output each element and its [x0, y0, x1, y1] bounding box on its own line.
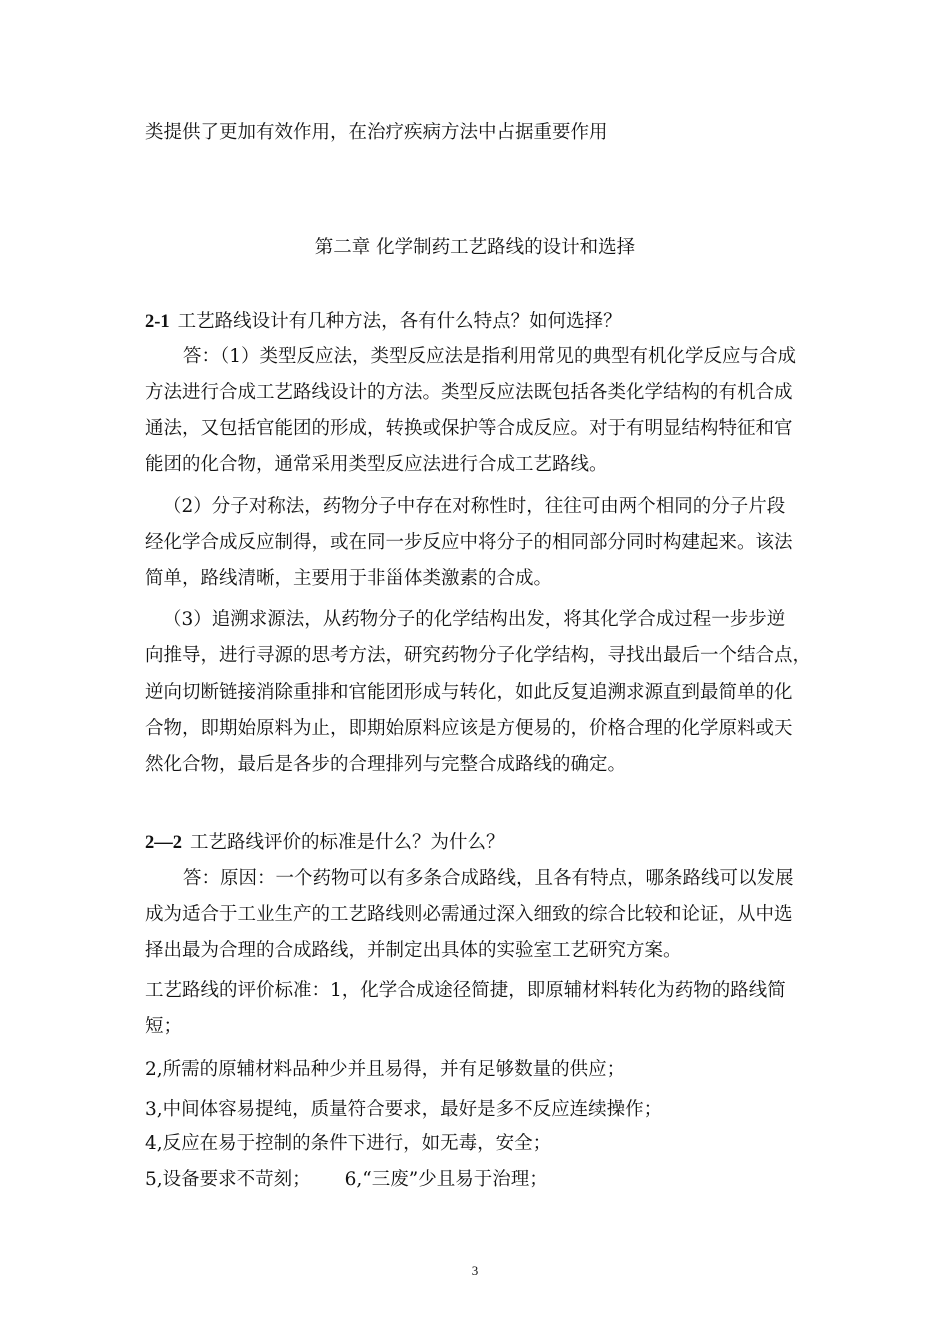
question-number: 2-1	[145, 312, 170, 332]
criterion-6: 6,“三废”少且易于治理；	[344, 1169, 548, 1190]
answer-line: 向推导，进行寻源的思考方法，研究药物分子化学结构，寻找出最后一个结合点，	[145, 645, 812, 666]
question-2-2	[145, 830, 505, 856]
question-number: 2—2	[145, 833, 182, 853]
answer-line: 然化合物，最后是各步的合理排列与完整合成路线的确定。	[145, 754, 627, 775]
criterion-5: 5,设备要求不苛刻；	[145, 1169, 311, 1190]
answer-line-items	[145, 1167, 548, 1193]
answer-line: 方法进行合成工艺路线设计的方法。类型反应法既包括各类化学结构的有机合成	[145, 382, 793, 403]
answer-line: 4,反应在易于控制的条件下进行，如无毒，安全；	[145, 1133, 552, 1154]
answer-line: 逆向切断链接消除重排和官能团形成与转化，如此反复追溯求源直到最简单的化	[145, 682, 793, 703]
chapter-title: 第二章 化学制药工艺路线的设计和选择	[314, 237, 636, 258]
answer-line: 通法，又包括官能团的形成，转换或保护等合成反应。对于有明显结构特征和官	[145, 418, 793, 439]
answer-line: 择出最为合理的合成路线，并制定出具体的实验室工艺研究方案。	[145, 940, 682, 961]
answer-line: 工艺路线的评价标准：1，化学合成途径简捷，即原辅材料转化为药物的路线简	[145, 980, 786, 1001]
answer-line: 经化学合成反应制得，或在同一步反应中将分子的相同部分同时构建起来。该法	[145, 532, 793, 553]
question-2-1	[145, 309, 622, 335]
question-text: 工艺路线评价的标准是什么？为什么？	[190, 832, 505, 853]
answer-line: 能团的化合物，通常采用类型反应法进行合成工艺路线。	[145, 454, 608, 475]
answer-line: （2）分子对称法，药物分子中存在对称性时，往往可由两个相同的分子片段	[163, 496, 786, 517]
answer-line: 答：（1）类型反应法，类型反应法是指利用常见的典型有机化学反应与合成	[183, 346, 797, 367]
answer-line: 2,所需的原辅材料品种少并且易得，并有足够数量的供应；	[145, 1059, 626, 1080]
answer-line: 合物，即期始原料为止，即期始原料应该是方便易的，价格合理的化学原料或天	[145, 718, 793, 739]
answer-line: 短；	[145, 1016, 183, 1037]
page-number: 3	[471, 1263, 479, 1278]
answer-line: 成为适合于工业生产的工艺路线则必需通过深入细致的综合比较和论证，从中选	[145, 904, 793, 925]
continuation-text: 类提供了更加有效作用，在治疗疾病方法中占据重要作用	[145, 122, 608, 143]
answer-line: 简单，路线清晰，主要用于非甾体类激素的合成。	[145, 568, 553, 589]
question-text: 工艺路线设计有几种方法，各有什么特点？如何选择？	[177, 311, 622, 332]
answer-line: 答：原因：一个药物可以有多条合成路线，且各有特点，哪条路线可以发展	[183, 868, 794, 889]
answer-line: （3）追溯求源法，从药物分子的化学结构出发，将其化学合成过程一步步逆	[163, 609, 786, 630]
answer-line: 3,中间体容易提纯，质量符合要求，最好是多不反应连续操作；	[145, 1099, 663, 1120]
